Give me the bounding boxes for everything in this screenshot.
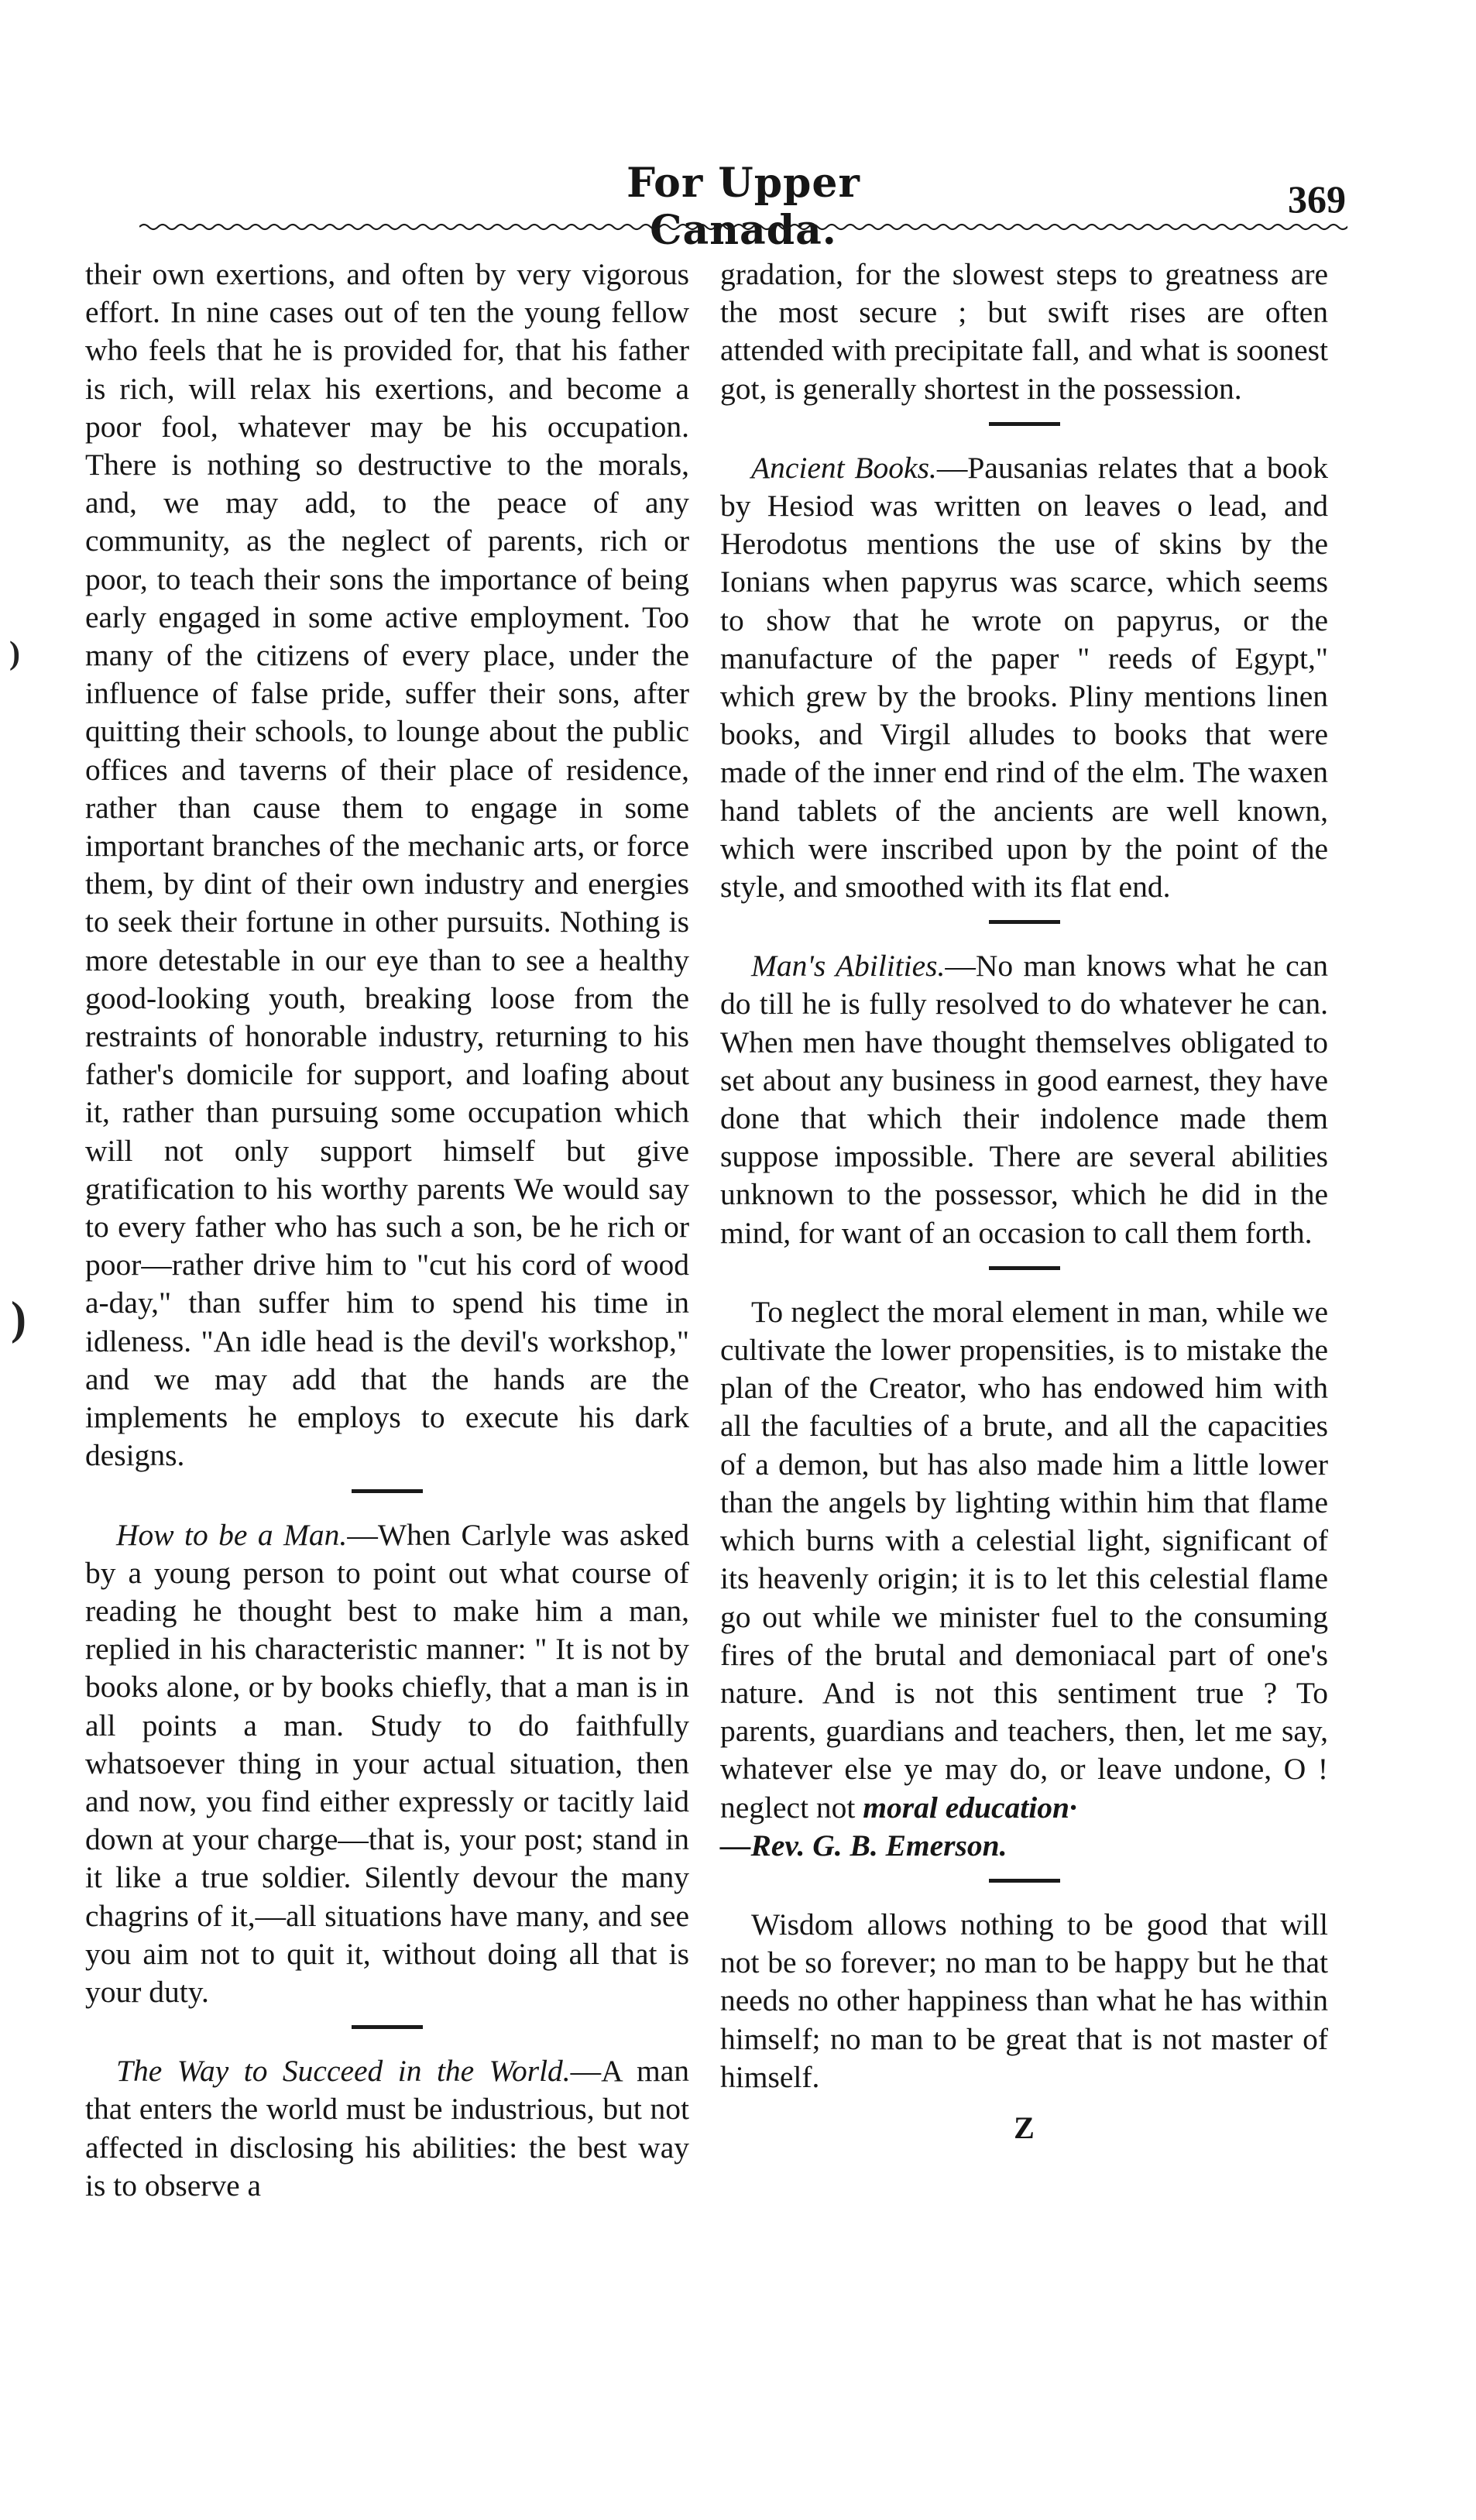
article-paragraph: gradation, for the slowest steps to greatness are the most secure ; but swift rises are often attended with precipitate fall, and what is soonest got, is generally shortest in the possession. bbox=[720, 257, 1328, 406]
quote-attribution: —Rev. G. B. Emerson. bbox=[720, 1828, 1007, 1863]
article-paragraph bbox=[720, 1293, 1328, 1865]
margin-mark: ) bbox=[11, 1293, 26, 1344]
section-separator bbox=[352, 2025, 423, 2029]
article-paragraph bbox=[85, 1516, 689, 2012]
section-separator bbox=[989, 422, 1060, 426]
article-body: —Pausanias relates that a book by Hesiod was written on leaves o lead, and Herodotus mentions the use of skins by the Ionians when papyrus was scarce, which seems to show that he wrote on papyrus, or the manufacture of the paper " reeds of Egypt," which grew by the brooks. Pliny mentions linen books, and Virgil alludes to books that were made of the inner end rind of the elm. The waxen hand tablets of the ancients are well known, which were inscribed upon by the point of the style, and smoothed with its flat end. bbox=[720, 450, 1328, 905]
article-body: To neglect the moral element in man, while we cultivate the lower propensities, is to mistake the plan of the Creator, who has endowed him with all the faculties of a brute, and all the capacities of a demon, but has also made him a little lower than the angels by lighting within him that flame which burns with a celestial light, significant of its heavenly origin; it is to let this celestial flame go out while we minister fuel to the consuming fires of the brutal and demoniacal part of one's nature. And is not this sentiment true ? To parents, guardians and teachers, then, let me say, whatever else ye may do, or leave undone, O ! neglect not bbox=[720, 1294, 1328, 1825]
margin-mark: ) bbox=[9, 636, 20, 671]
section-separator bbox=[989, 1879, 1060, 1883]
article-heading: The Way to Succeed in the World. bbox=[116, 2054, 571, 2089]
article-paragraph: their own exertions, and often by very vigorous effort. In nine cases out of ten the young fellow who feels that he is provided for, that his father is rich, will relax his exertions, and become a poor fool, whatever may be his occupation. There is nothing so destructive to the morals, and, we may add, to the peace of any community, as the neglect of parents, rich or poor, to teach their sons the importance of being early engaged in some active employment. Too many of the citizens of every place, under the influence of false pride, suffer their sons, after quitting their schools, to lounge about the public offices and taverns of their place of residence, rather than cause them to engage in some important branches of the mechanic arts, or force them, by dint of their own industry and energies to seek their fortune in other pursuits. Nothing is more detestable in our eye than to see a healthy good-looking youth, breaking loose from the restraints of honorable industry, returning to his father's domicile for support, and loafing about it, rather than pursuing some occupation which will not only support himself but give gratification to his worthy parents We would say to every father who has such a son, be he rich or poor—rather drive him to "cut his cord of wood a-day," than suffer him to spend his time in idleness. "An idle head is the devil's workshop," and we may add that the hands are the implements he employs to execute his dark designs. bbox=[85, 257, 689, 1473]
running-head-title: For Upper Canada. bbox=[626, 160, 860, 254]
section-separator bbox=[989, 1266, 1060, 1270]
article-paragraph bbox=[85, 2052, 689, 2205]
page-number: 369 bbox=[1288, 177, 1346, 221]
article-paragraph bbox=[720, 947, 1328, 1252]
article-paragraph bbox=[720, 449, 1328, 906]
section-separator bbox=[352, 1489, 423, 1493]
article-body: —No man knows what he can do till he is fully resolved to do whatever he can. When men have thought themselves obligated to set about any business in good earnest, they have done that which their indolence made them suppose impossible. There are several abilities unknown to the possessor, which he did in the mind, for want of an occasion to call them forth. bbox=[720, 949, 1328, 1250]
article-body: —When Carlyle was asked by a young person to point out what course of reading he thought best to make him a man, replied in his characteristic manner: " It is not by books alone, or by books chiefly, that a man is in all points a man. Study to do faithfully whatsoever thing in your actual situation, then and now, you find either expressly or tacitly laid down at your charge—that is, your post; stand in it like a true soldier. Silently devour the many chagrins of it,—all situations have many, and see you aim not to quit it, without doing all that is your duty. bbox=[85, 1517, 689, 2009]
printer-signature-mark: Z bbox=[1014, 2110, 1035, 2145]
emphasis-text: moral education· bbox=[863, 1790, 1077, 1825]
article-heading: Ancient Books. bbox=[751, 450, 937, 485]
article-body: —A man that enters the world must be industrious, but not affected in disclosing his abilities: the best way is to observe a bbox=[85, 2054, 689, 2202]
wavy-header-rule bbox=[139, 221, 1347, 232]
left-column bbox=[85, 256, 689, 2205]
right-column bbox=[720, 256, 1328, 2147]
section-separator bbox=[989, 920, 1060, 924]
article-heading: How to be a Man. bbox=[116, 1517, 348, 1552]
article-heading: Man's Abilities. bbox=[751, 949, 946, 984]
article-paragraph: Wisdom allows nothing to be good that will not be so forever; no man to be happy but he that needs no other happiness than what he has within himself; no man to be great that is not master of himself. bbox=[720, 1907, 1328, 2094]
